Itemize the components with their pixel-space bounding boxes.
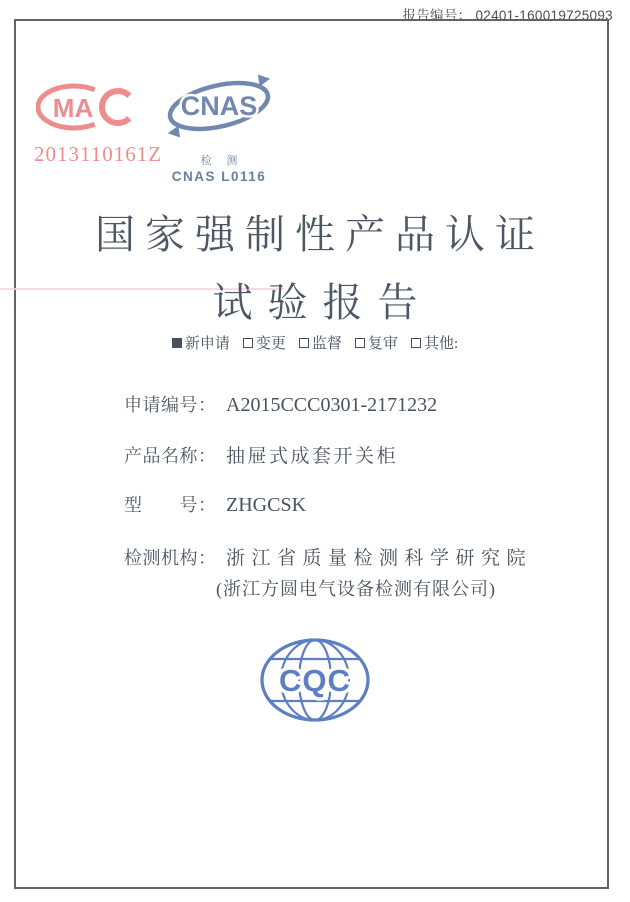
checkbox-change bbox=[243, 332, 286, 353]
field-test-agency-label: 检测机构： bbox=[124, 548, 217, 568]
checkbox-other bbox=[411, 332, 458, 353]
cnas-logo bbox=[162, 72, 276, 184]
application-type-row bbox=[0, 332, 630, 353]
checkbox-review-box bbox=[355, 338, 365, 348]
field-product-name bbox=[124, 441, 398, 468]
checkbox-other-box bbox=[411, 338, 421, 348]
field-test-agency-value-line2: (浙江方圆电气设备检测有限公司) bbox=[216, 579, 496, 599]
cnas-caption: 检 测 bbox=[200, 155, 244, 167]
checkbox-review-label: 复审 bbox=[367, 336, 398, 352]
checkbox-other-label: 其他: bbox=[423, 336, 459, 352]
checkbox-supervision-label: 监督 bbox=[311, 336, 342, 352]
checkbox-supervision-box bbox=[299, 338, 309, 348]
field-product-name-label: 产品名称： bbox=[124, 446, 217, 466]
report-title-line1: 国家强制性产品认证 bbox=[95, 212, 545, 257]
field-model bbox=[124, 491, 306, 517]
checkbox-new-application-box bbox=[172, 338, 182, 348]
field-model-value: ZHGCSK bbox=[226, 494, 307, 516]
checkbox-change-label: 变更 bbox=[255, 336, 286, 352]
field-test-agency-value: 浙江省质量检测科学研究院 bbox=[226, 548, 533, 569]
cnas-lab-code: CNAS L0116 bbox=[171, 169, 267, 184]
field-model-label: 型 号： bbox=[124, 495, 217, 515]
cma-certificate-number: 2013110161Z bbox=[34, 142, 163, 166]
cma-logo bbox=[34, 80, 163, 167]
field-test-agency bbox=[124, 543, 532, 601]
field-application-number-value: A2015CCC0301-2171232 bbox=[226, 394, 438, 416]
field-application-number-label: 申请编号： bbox=[124, 395, 217, 415]
field-product-name-value: 抽屉式成套开关柜 bbox=[226, 446, 399, 467]
checkbox-new-application-label: 新申请 bbox=[184, 336, 230, 352]
cnas-letters: CNAS bbox=[180, 91, 258, 121]
checkbox-supervision bbox=[299, 332, 342, 353]
field-application-number bbox=[124, 391, 437, 417]
cqc-logo bbox=[259, 637, 371, 728]
cnas-mark-icon bbox=[163, 72, 275, 146]
cqc-letters: CQC bbox=[279, 663, 351, 698]
report-number-value: 02401-160019725093 bbox=[475, 8, 613, 23]
report-title-line2: 试验报告 bbox=[212, 280, 433, 325]
checkbox-new-application bbox=[172, 332, 230, 353]
report-number-label: 报告编号： bbox=[402, 8, 472, 23]
checkbox-review bbox=[355, 332, 398, 353]
checkbox-change-box bbox=[243, 338, 253, 348]
cma-letters: MA bbox=[52, 93, 94, 123]
cqc-globe-icon bbox=[259, 637, 371, 723]
cma-mark-icon bbox=[36, 80, 140, 134]
